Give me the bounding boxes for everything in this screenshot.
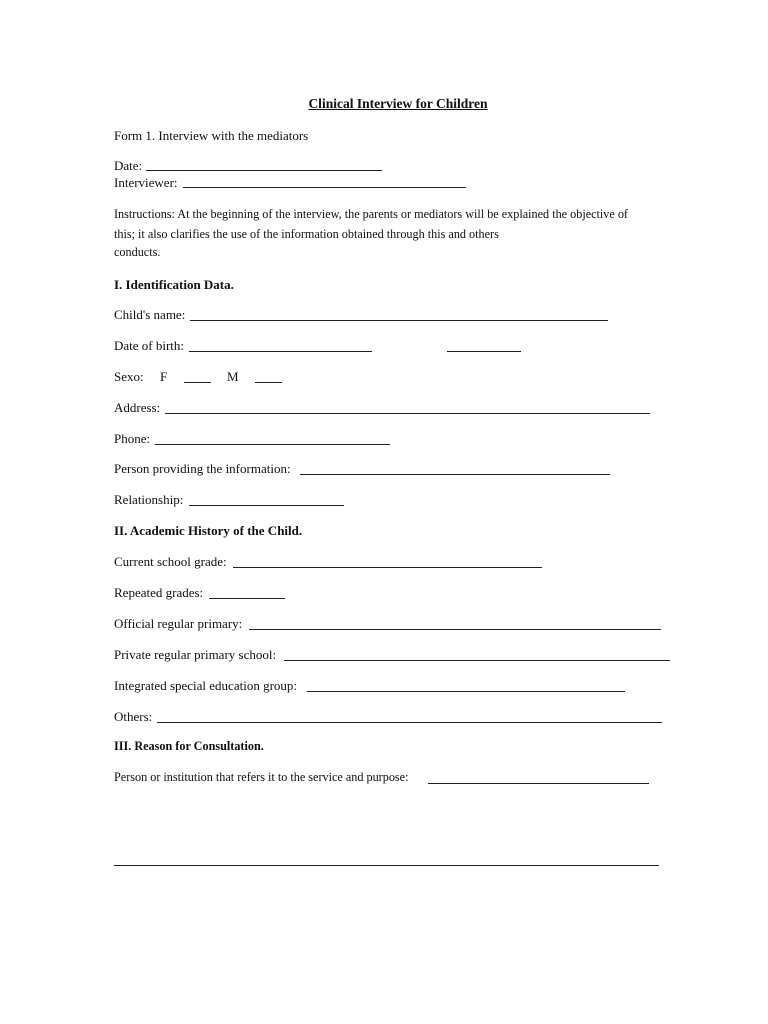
instructions-line-3: conducts.	[114, 245, 161, 259]
interviewer-field-line[interactable]	[183, 187, 466, 188]
private-primary-label: Private regular primary school:	[114, 647, 277, 662]
referral-field-line[interactable]	[428, 783, 649, 784]
integrated-group-label: Integrated special education group:	[114, 678, 298, 693]
date-of-birth-label: Date of birth:	[114, 338, 185, 353]
relationship-field-line[interactable]	[189, 505, 344, 506]
section-2-heading: II. Academic History of the Child.	[114, 523, 303, 538]
childs-name-field-line[interactable]	[190, 320, 608, 321]
instructions-line-2: this; it also clarifies the use of the information obtained through this and others	[114, 227, 499, 241]
date-label: Date:	[114, 158, 143, 173]
referral-label: Person or institution that refers it to the service and purpose:	[114, 770, 409, 784]
current-grade-label: Current school grade:	[114, 554, 227, 569]
sex-f-field-line[interactable]	[184, 382, 211, 383]
sex-f-label: F	[160, 369, 168, 384]
repeated-grades-label: Repeated grades:	[114, 585, 204, 600]
repeated-grades-field-line[interactable]	[209, 598, 285, 599]
others-label: Others:	[114, 709, 153, 724]
date-field-line[interactable]	[146, 170, 382, 171]
referral-continuation-line[interactable]	[114, 865, 659, 866]
sex-m-field-line[interactable]	[255, 382, 282, 383]
instructions-line-1: Instructions: At the beginning of the interview, the parents or mediators will be explained the objective of	[114, 207, 628, 221]
address-field-line[interactable]	[165, 413, 650, 414]
page-title: Clinical Interview for Children	[308, 96, 488, 111]
others-field-line[interactable]	[157, 722, 662, 723]
sex-label: Sexo:	[114, 369, 144, 384]
person-providing-label: Person providing the information:	[114, 461, 291, 476]
sex-m-label: M	[227, 369, 239, 384]
phone-field-line[interactable]	[155, 444, 390, 445]
section-1-heading: I. Identification Data.	[114, 277, 234, 292]
date-of-birth-extra-line[interactable]	[447, 351, 521, 352]
address-label: Address:	[114, 400, 161, 415]
official-primary-field-line[interactable]	[249, 629, 661, 630]
section-3-heading: III. Reason for Consultation.	[114, 739, 264, 753]
integrated-group-field-line[interactable]	[307, 691, 625, 692]
phone-label: Phone:	[114, 431, 151, 446]
relationship-label: Relationship:	[114, 492, 184, 507]
form-label: Form 1. Interview with the mediators	[114, 128, 309, 143]
interviewer-label: Interviewer:	[114, 175, 178, 190]
childs-name-label: Child's name:	[114, 307, 186, 322]
current-grade-field-line[interactable]	[233, 567, 542, 568]
official-primary-label: Official regular primary:	[114, 616, 243, 631]
private-primary-field-line[interactable]	[284, 660, 670, 661]
date-of-birth-field-line[interactable]	[189, 351, 372, 352]
person-providing-field-line[interactable]	[300, 474, 610, 475]
